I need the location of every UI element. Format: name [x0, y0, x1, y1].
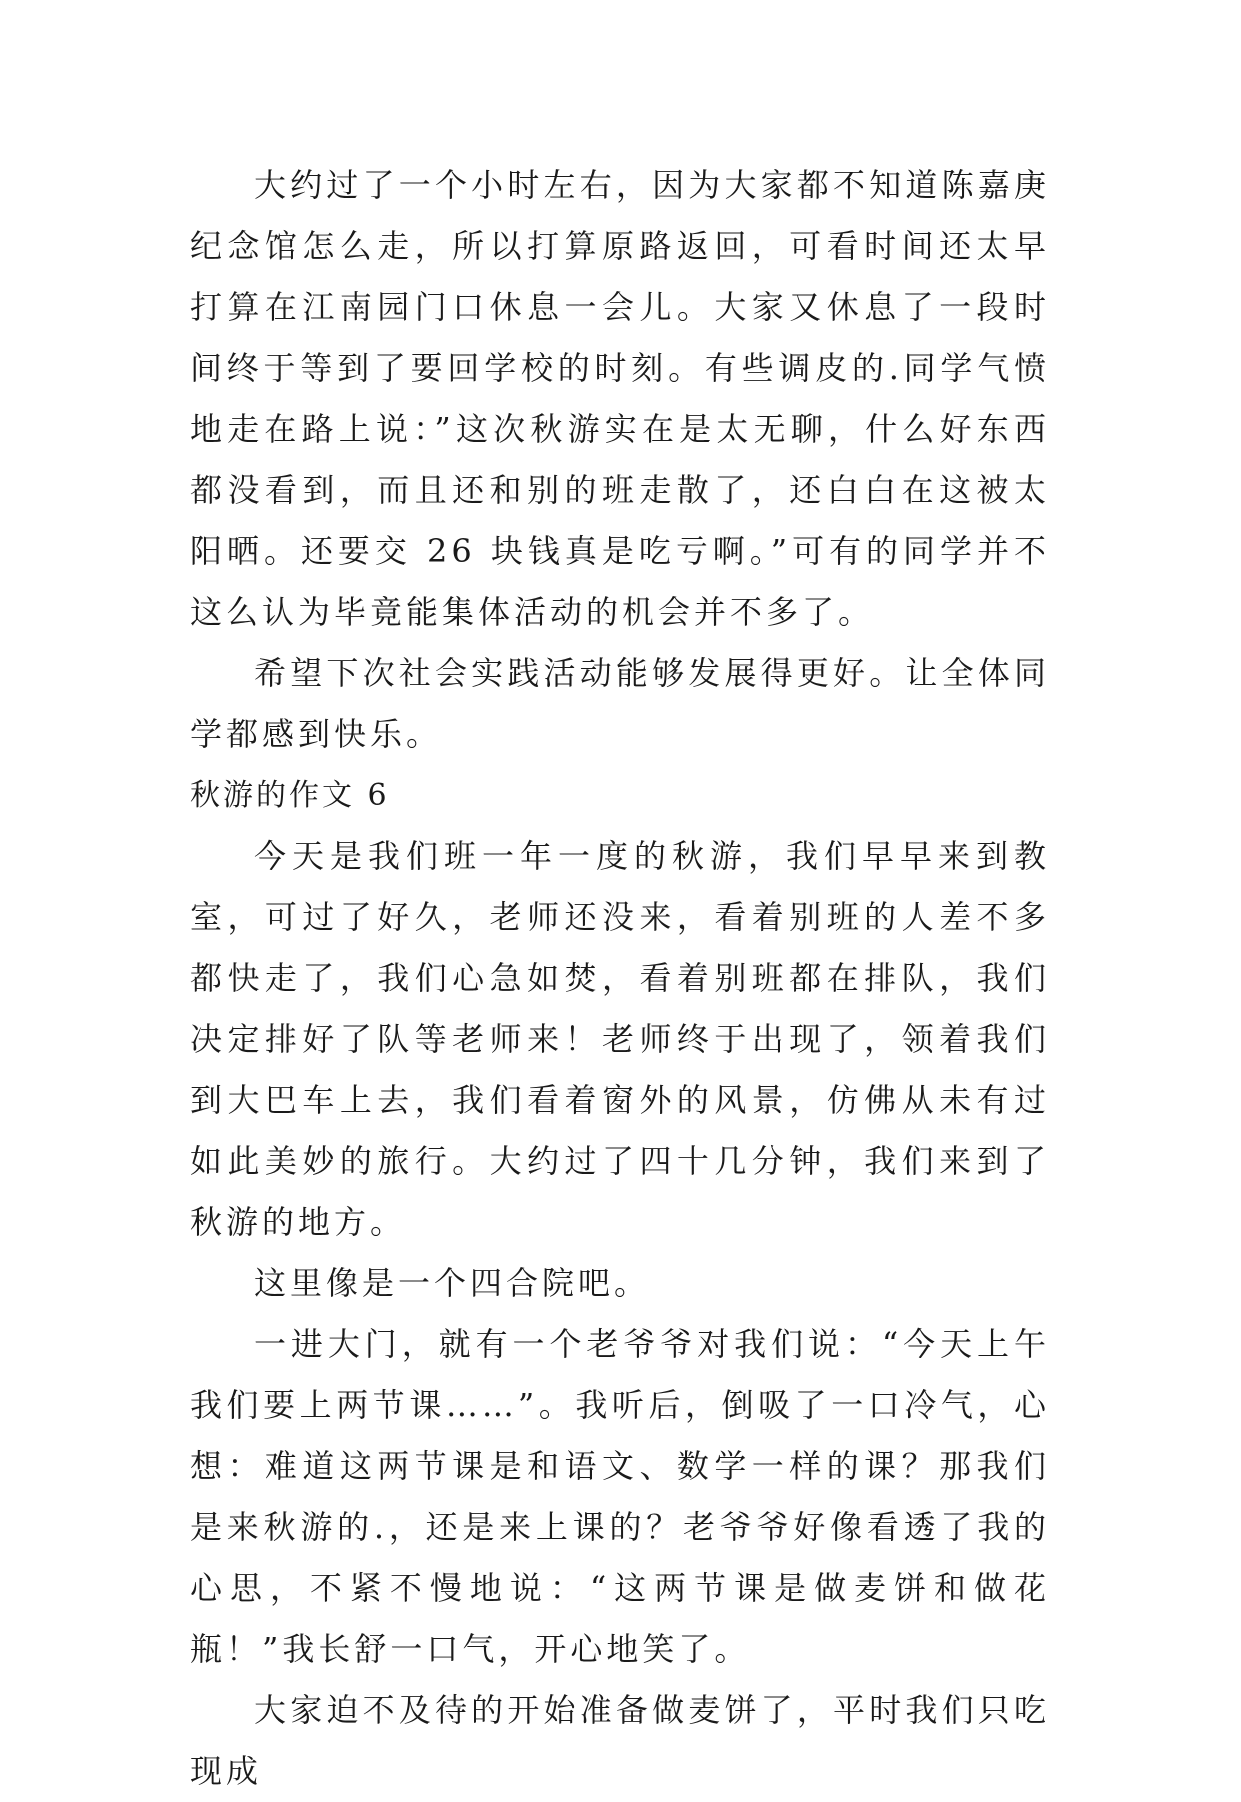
- paragraph-6: 大家迫不及待的开始准备做麦饼了，平时我们只吃现成: [190, 1691, 1050, 1790]
- paragraph-5: 一进大门，就有一个老爷爷对我们说：“今天上午我们要上两节课……”。我听后，倒吸了一口冷气，心想：难道这两节课是和语文、数学一样的课？那我们是来秋游的.，还是来上课的？老爷爷好像看透了我的心思，不紧不慢地说：“这两节课是做麦饼和做花瓶！”我长舒一口气，开心地笑了。: [190, 1325, 1050, 1668]
- paragraph-1: 大约过了一个小时左右，因为大家都不知道陈嘉庚纪念馆怎么走，所以打算原路返回，可看时间还太早打算在江南园门口休息一会儿。大家又休息了一段时间终于等到了要回学校的时刻。有些调皮的.同学气愤地走在路上说：”这次秋游实在是太无聊，什么好东西都没看到，而且还和别的班走散了，还白白在这被太阳晒。还要交 26 块钱真是吃亏啊。”可有的同学并不这么认为毕竟能集体活动的机会并不多了。: [190, 166, 1050, 631]
- document-page: [190, 155, 1050, 1802]
- paragraph-4: 这里像是一个四合院吧。: [254, 1264, 651, 1302]
- section-title: 秋游的作文 6: [190, 778, 390, 813]
- paragraph-2: 希望下次社会实践活动能够发展得更好。让全体同学都感到快乐。: [190, 654, 1050, 753]
- paragraph-3: 今天是我们班一年一度的秋游，我们早早来到教室，可过了好久，老师还没来，看着别班的人差不多都快走了，我们心急如焚，看着别班都在排队，我们决定排好了队等老师来！老师终于出现了，领着我们到大巴车上去，我们看着窗外的风景，仿佛从未有过如此美妙的旅行。大约过了四十几分钟，我们来到了秋游的地方。: [190, 837, 1050, 1241]
